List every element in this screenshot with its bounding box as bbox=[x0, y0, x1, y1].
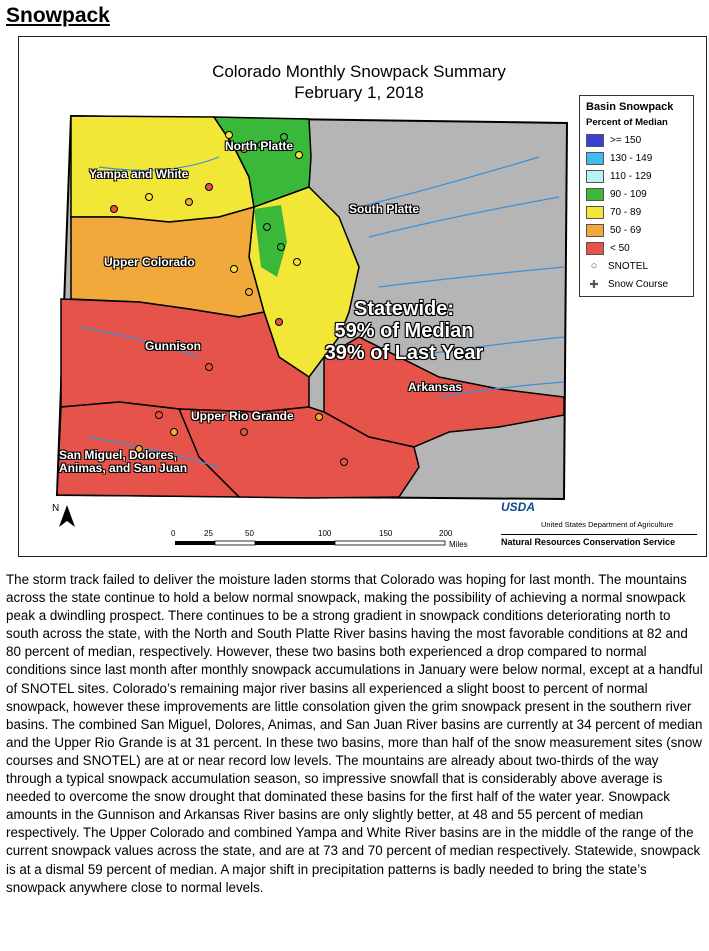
legend-subtitle: Percent of Median bbox=[586, 117, 668, 128]
legend-label: 50 - 69 bbox=[610, 224, 642, 236]
legend-swatch bbox=[586, 206, 604, 219]
label-north-platte: North Platte bbox=[225, 139, 294, 153]
statewide-line3: 39% of Last Year bbox=[324, 342, 484, 364]
legend-row bbox=[586, 131, 687, 149]
snowpack-map bbox=[18, 36, 707, 557]
label-san-miguel-line2: Animas, and San Juan bbox=[59, 461, 188, 475]
nrcs-name: Natural Resources Conservation Service bbox=[501, 534, 697, 547]
legend-swatch bbox=[586, 224, 604, 237]
summary-paragraph: The storm track failed to deliver the moisture laden storms that Colorado was hoping for last month. The mountains across the state continue to hold a below normal snowpack, making the possibility of achieving a normal snowpack peak a dwindling prospect. There continues to be a strong gradient in snowpack conditions deteriorating north to south across the state, with the North and South Platte River basins having the most favorable conditions at 82 and 80 percent of median, respectively. However, these two basins both experienced a drop compared to normal conditions since last month after monthly snowpack accumulations in January were below normal, except at a handful of SNOTEL sites. Colorado’s remaining major river basins all experienced a slight boost to percent of normal snowpack, however these improvements are little consolation given the grim snowpack present in the southern river basins. The combined San Miguel, Dolores, Animas, and San Juan River basins are currently at 34 percent of median and the Upper Rio Grande is at 31 percent. In these two basins, more than half of the snow measurement sites (snow courses and SNOTEL) are at or near record low levels. The mountains are already about two-thirds of the way through a typical snowpack accumulation season, so impressive snowfall that is considerably above average is needed to overcome the snow drought that dominated these basins for the first half of the water year. Snowpack amounts in the Gunnison and Arkansas River basins are only slightly better, at 48 and 55 percent of median respectively. The Upper Colorado and combined Yampa and White River basins are in the middle of the range of the current snowpack values across the state, and are at 73 and 70 percent of median respectively. Statewide, snowpack is at a dismal 59 percent of median. A major shift in precipitation patterns is badly needed to bring the state’s snowpack anywhere close to normal levels. bbox=[6, 572, 703, 895]
legend-swatch bbox=[586, 188, 604, 201]
legend-swatch bbox=[586, 134, 604, 147]
snotel-circle-icon: ○ bbox=[590, 260, 598, 272]
legend-title: Basin Snowpack bbox=[586, 101, 674, 113]
label-yampa-white: Yampa and White bbox=[89, 167, 189, 181]
map-title-line2: February 1, 2018 bbox=[294, 83, 424, 102]
legend-swatch bbox=[586, 170, 604, 183]
legend-label: 70 - 89 bbox=[610, 206, 642, 218]
label-san-miguel-line1: San Miguel, Dolores, bbox=[59, 448, 178, 462]
scale-unit: Miles bbox=[449, 540, 468, 549]
legend-row bbox=[586, 185, 687, 203]
legend-label: >= 150 bbox=[610, 134, 642, 146]
scale-tick: 100 bbox=[318, 529, 332, 538]
label-upper-rio-grande: Upper Rio Grande bbox=[191, 409, 294, 423]
label-upper-colorado: Upper Colorado bbox=[104, 255, 195, 269]
scale-tick: 25 bbox=[204, 529, 213, 538]
legend-label: 130 - 149 bbox=[610, 152, 653, 164]
label-san-miguel bbox=[59, 449, 187, 475]
legend-swatch bbox=[586, 242, 604, 255]
statewide-line2: 59% of Median bbox=[334, 320, 474, 342]
usda-credit bbox=[501, 500, 697, 547]
legend-label: 110 - 129 bbox=[610, 170, 652, 182]
scale-tick: 50 bbox=[245, 529, 254, 538]
legend-label: < 50 bbox=[610, 242, 630, 254]
legend-row bbox=[586, 203, 687, 221]
legend-row bbox=[586, 167, 687, 185]
section-heading: Snowpack bbox=[6, 4, 110, 27]
label-south-platte: South Platte bbox=[349, 202, 420, 216]
map-title-line1: Colorado Monthly Snowpack Summary bbox=[212, 62, 506, 81]
legend bbox=[579, 95, 694, 297]
north-arrow-icon bbox=[59, 505, 75, 527]
snow-course-cross-icon: ✚ bbox=[589, 278, 599, 291]
legend-label: Snow Course bbox=[608, 278, 669, 290]
scale-bar bbox=[175, 541, 445, 545]
usda-logo: USDA bbox=[501, 500, 536, 514]
scale-tick: 0 bbox=[171, 529, 176, 538]
map-title bbox=[189, 61, 529, 103]
label-arkansas: Arkansas bbox=[408, 380, 463, 394]
usda-dept: United States Department of Agriculture bbox=[541, 520, 674, 529]
legend-swatch bbox=[586, 152, 604, 165]
scale-tick: 150 bbox=[379, 529, 393, 538]
legend-row-snotel bbox=[586, 257, 687, 275]
legend-row bbox=[586, 239, 687, 257]
statewide-summary bbox=[319, 298, 489, 364]
north-label: N bbox=[52, 503, 60, 514]
legend-row bbox=[586, 221, 687, 239]
legend-row-snow-course bbox=[586, 275, 687, 293]
legend-label: SNOTEL bbox=[608, 260, 649, 272]
statewide-line1: Statewide: bbox=[353, 298, 455, 320]
scale-tick: 200 bbox=[439, 529, 453, 538]
legend-row bbox=[586, 149, 687, 167]
label-gunnison: Gunnison bbox=[145, 339, 201, 353]
legend-label: 90 - 109 bbox=[610, 188, 647, 200]
